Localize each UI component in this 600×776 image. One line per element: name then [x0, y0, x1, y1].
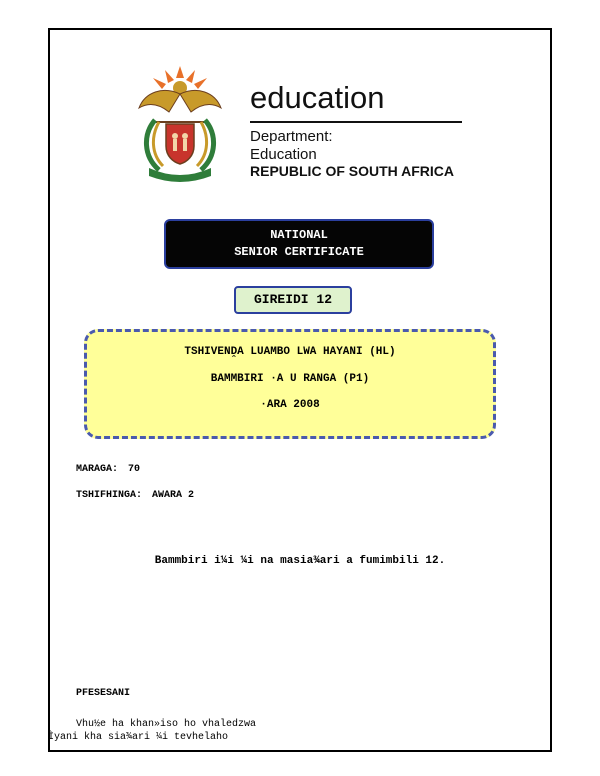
certificate-title-line2: SENIOR CERTIFICATE [234, 245, 364, 259]
copyright-label: PFESESANI [76, 688, 131, 699]
marks-row [76, 464, 140, 475]
paper-date: ·ARA 2008 [260, 399, 320, 411]
footer-note-line2: Ìyani kha sia¾ari ¼i tevhelaho [48, 732, 229, 743]
marks-value: 70 [128, 464, 141, 475]
brand-department-name: Education [250, 146, 317, 163]
brand-divider [250, 121, 462, 123]
paper-number: BAMMBIRI ·A U RANGA (P1) [210, 373, 370, 385]
coat-of-arms-icon [135, 64, 225, 184]
brand-country: REPUBLIC OF SOUTH AFRICA [250, 163, 455, 179]
footer-note-line1: Vhu½e ha khan»iso ho vhaledzwa [76, 719, 257, 730]
time-value: AWARA 2 [152, 490, 195, 501]
time-row [76, 490, 194, 501]
page-count-note: Bammbiri i¼i ¼i na masia¾ari a fumimbili 12. [154, 555, 446, 567]
brand-department-label: Department: [250, 128, 333, 145]
brand-title: education [250, 80, 385, 115]
grade-label: GIREIDI 12 [234, 286, 352, 314]
paper-info-box [84, 329, 496, 439]
marks-label: MARAGA: [76, 464, 119, 475]
time-label: TSHIFHINGA: [76, 490, 143, 501]
certificate-title-line1: NATIONAL [270, 228, 328, 242]
certificate-title-box [164, 219, 434, 269]
paper-subject: TSHIVENḒA LUAMBO LWA HAYANI (HL) [184, 346, 396, 358]
